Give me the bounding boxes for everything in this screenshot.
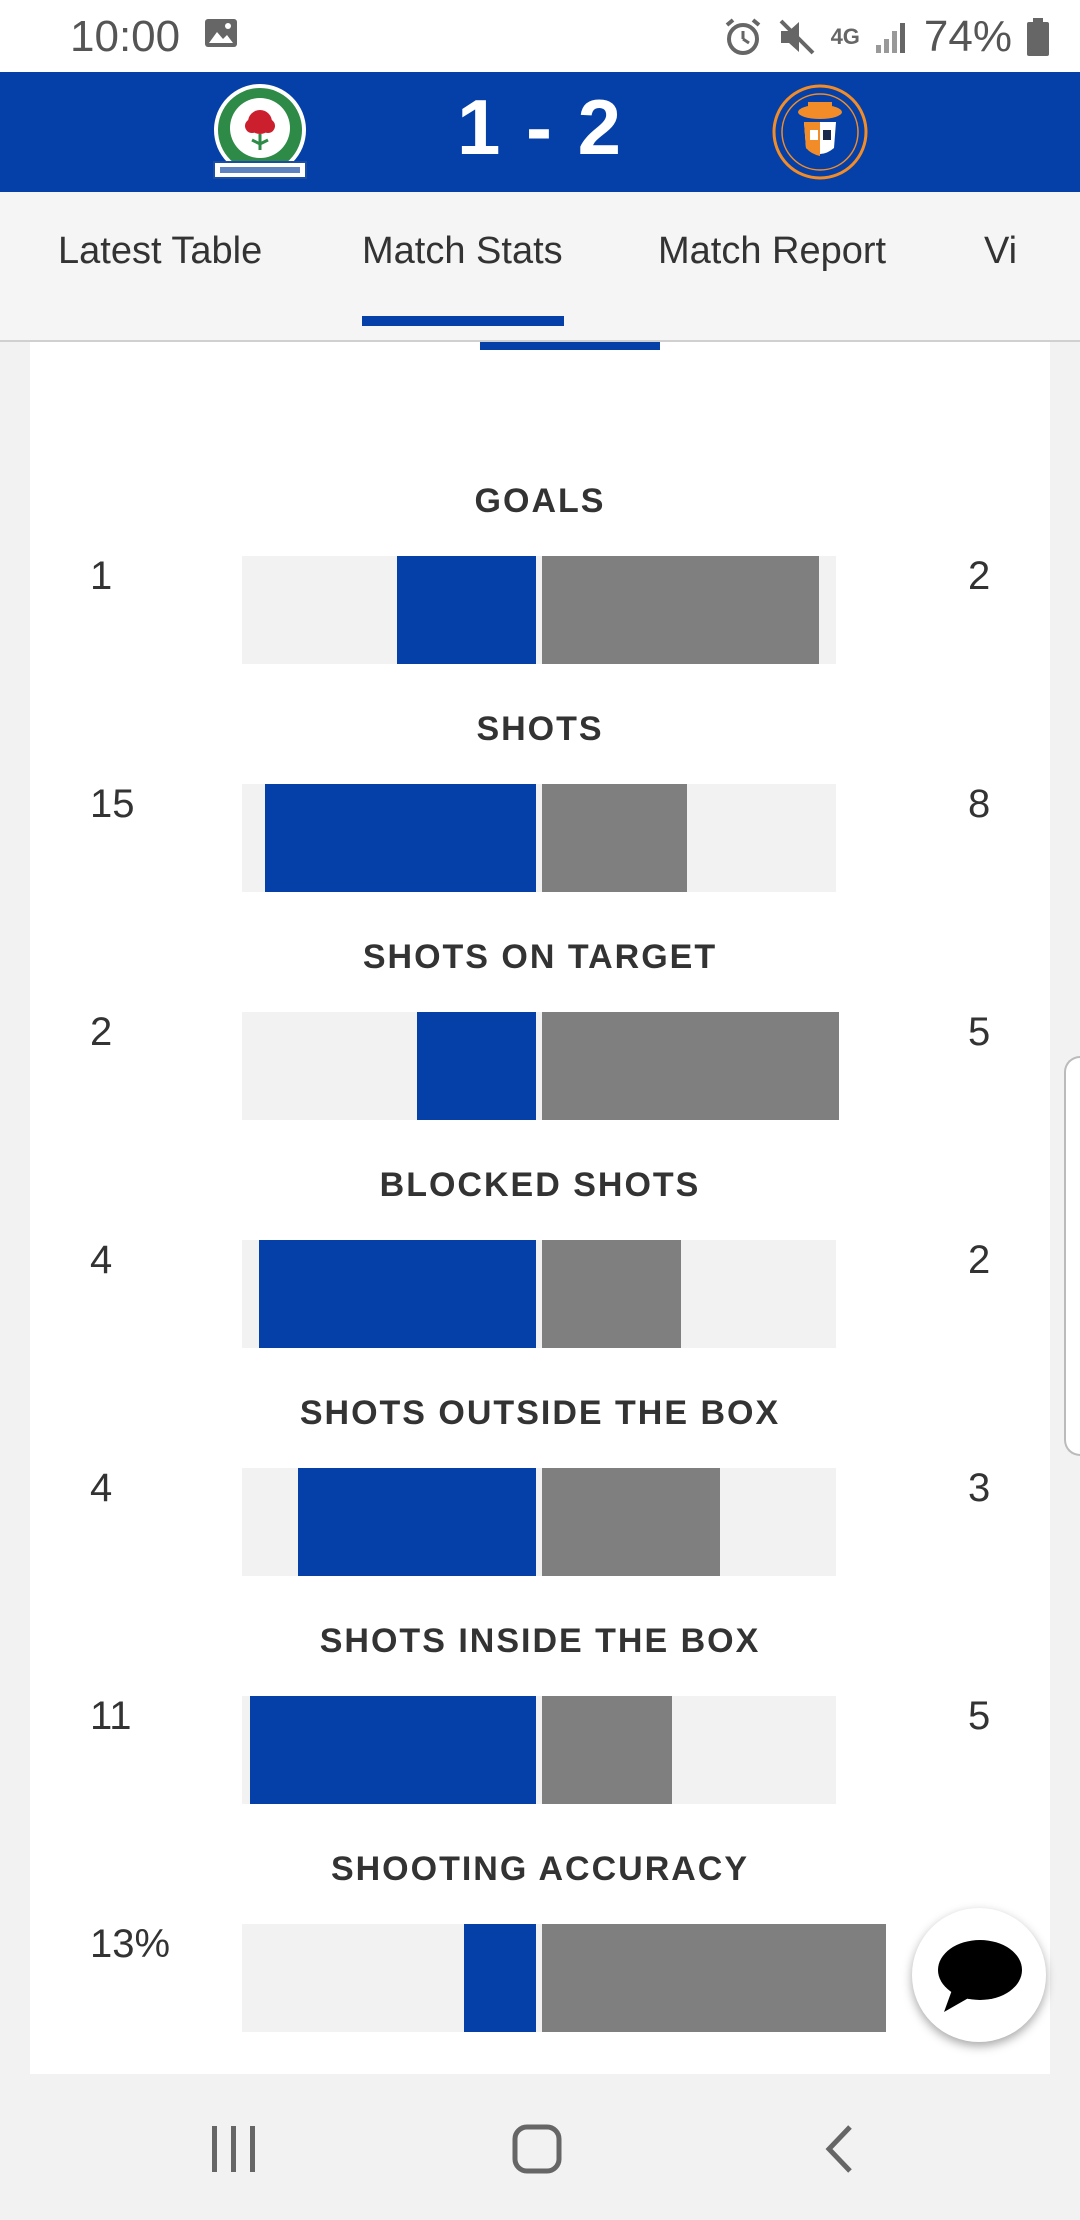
battery-icon [1026, 17, 1050, 57]
stat-title: SHOTS OUTSIDE THE BOX [299, 1394, 781, 1432]
stat-home-value: 11 [90, 1694, 132, 1738]
tab-latest-table[interactable]: Latest Table [58, 230, 263, 272]
stat-home-bar [259, 1240, 536, 1348]
stat-home-bar [397, 556, 536, 664]
stat-title: SHOTS [476, 710, 604, 748]
stat-title: SHOTS INSIDE THE BOX [319, 1622, 761, 1660]
status-time: 10:00 [70, 12, 181, 61]
home-icon[interactable] [512, 2124, 562, 2174]
tab-match-report[interactable]: Match Report [658, 230, 887, 272]
tab-video[interactable]: Vi [984, 230, 1018, 272]
chat-button[interactable] [912, 1908, 1046, 2042]
stat-away-bar [542, 556, 819, 664]
signal-icon [874, 19, 910, 55]
stat-bar-track [242, 784, 836, 892]
network-type: 4G [830, 24, 860, 49]
stat-row [30, 1166, 1050, 1394]
stat-bar-track [242, 1696, 836, 1804]
stat-away-value: 2 [968, 1238, 991, 1282]
stat-away-value: 3 [968, 1466, 991, 1510]
stat-bar-track [242, 1924, 836, 2032]
stat-row [30, 482, 1050, 710]
stat-home-bar [265, 784, 536, 892]
stat-away-bar [542, 1924, 886, 2032]
active-tab-indicator [362, 316, 564, 326]
stat-title: SHOOTING ACCURACY [330, 1850, 750, 1888]
recents-icon[interactable] [210, 2124, 258, 2174]
stat-title: BLOCKED SHOTS [379, 1166, 701, 1204]
stat-row [30, 710, 1050, 938]
away-team-crest[interactable] [766, 78, 874, 186]
system-nav-bar [0, 2076, 1080, 2220]
stat-row [30, 938, 1050, 1166]
stat-away-value: 2 [968, 554, 991, 598]
card-accent-bar [480, 342, 660, 350]
battery-percent: 74% [923, 12, 1012, 61]
status-bar [0, 0, 1080, 72]
back-icon[interactable] [824, 2124, 854, 2174]
stat-home-value: 13% [90, 1922, 171, 1966]
stat-home-bar [417, 1012, 536, 1120]
stat-home-bar [250, 1696, 536, 1804]
stat-bar-track [242, 556, 836, 664]
stat-away-value: 5 [968, 1010, 991, 1054]
stat-home-value: 4 [90, 1466, 113, 1510]
alarm-icon [723, 17, 763, 57]
stat-away-bar [542, 784, 687, 892]
mute-icon [777, 17, 817, 57]
stat-away-bar [542, 1696, 672, 1804]
match-stats-card [30, 342, 1050, 2074]
stat-away-value: 8 [968, 782, 991, 826]
match-score: 1 - 2 [456, 83, 624, 171]
chat-icon [936, 1938, 1024, 2014]
stat-bar-track [242, 1012, 836, 1120]
stat-bar-track [242, 1240, 836, 1348]
stat-title: SHOTS ON TARGET [362, 938, 718, 976]
tab-match-stats[interactable]: Match Stats [362, 230, 563, 272]
stat-home-bar [298, 1468, 536, 1576]
edge-panel-handle[interactable] [1064, 1056, 1080, 1456]
stat-home-value: 1 [90, 554, 113, 598]
stat-home-bar [464, 1924, 536, 2032]
tab-bar [0, 192, 1080, 342]
stat-bar-track [242, 1468, 836, 1576]
stat-home-value: 15 [90, 782, 135, 826]
stat-row [30, 1622, 1050, 1850]
stat-away-bar [542, 1012, 839, 1120]
stat-away-bar [542, 1468, 720, 1576]
stat-away-bar [542, 1240, 681, 1348]
stat-row [30, 1850, 1050, 2078]
stat-title: GOALS [474, 482, 606, 520]
stat-home-value: 2 [90, 1010, 113, 1054]
match-header [0, 72, 1080, 192]
stat-away-value: 5 [968, 1694, 991, 1738]
stat-row [30, 1394, 1050, 1622]
gallery-icon [204, 18, 238, 48]
stat-home-value: 4 [90, 1238, 113, 1282]
